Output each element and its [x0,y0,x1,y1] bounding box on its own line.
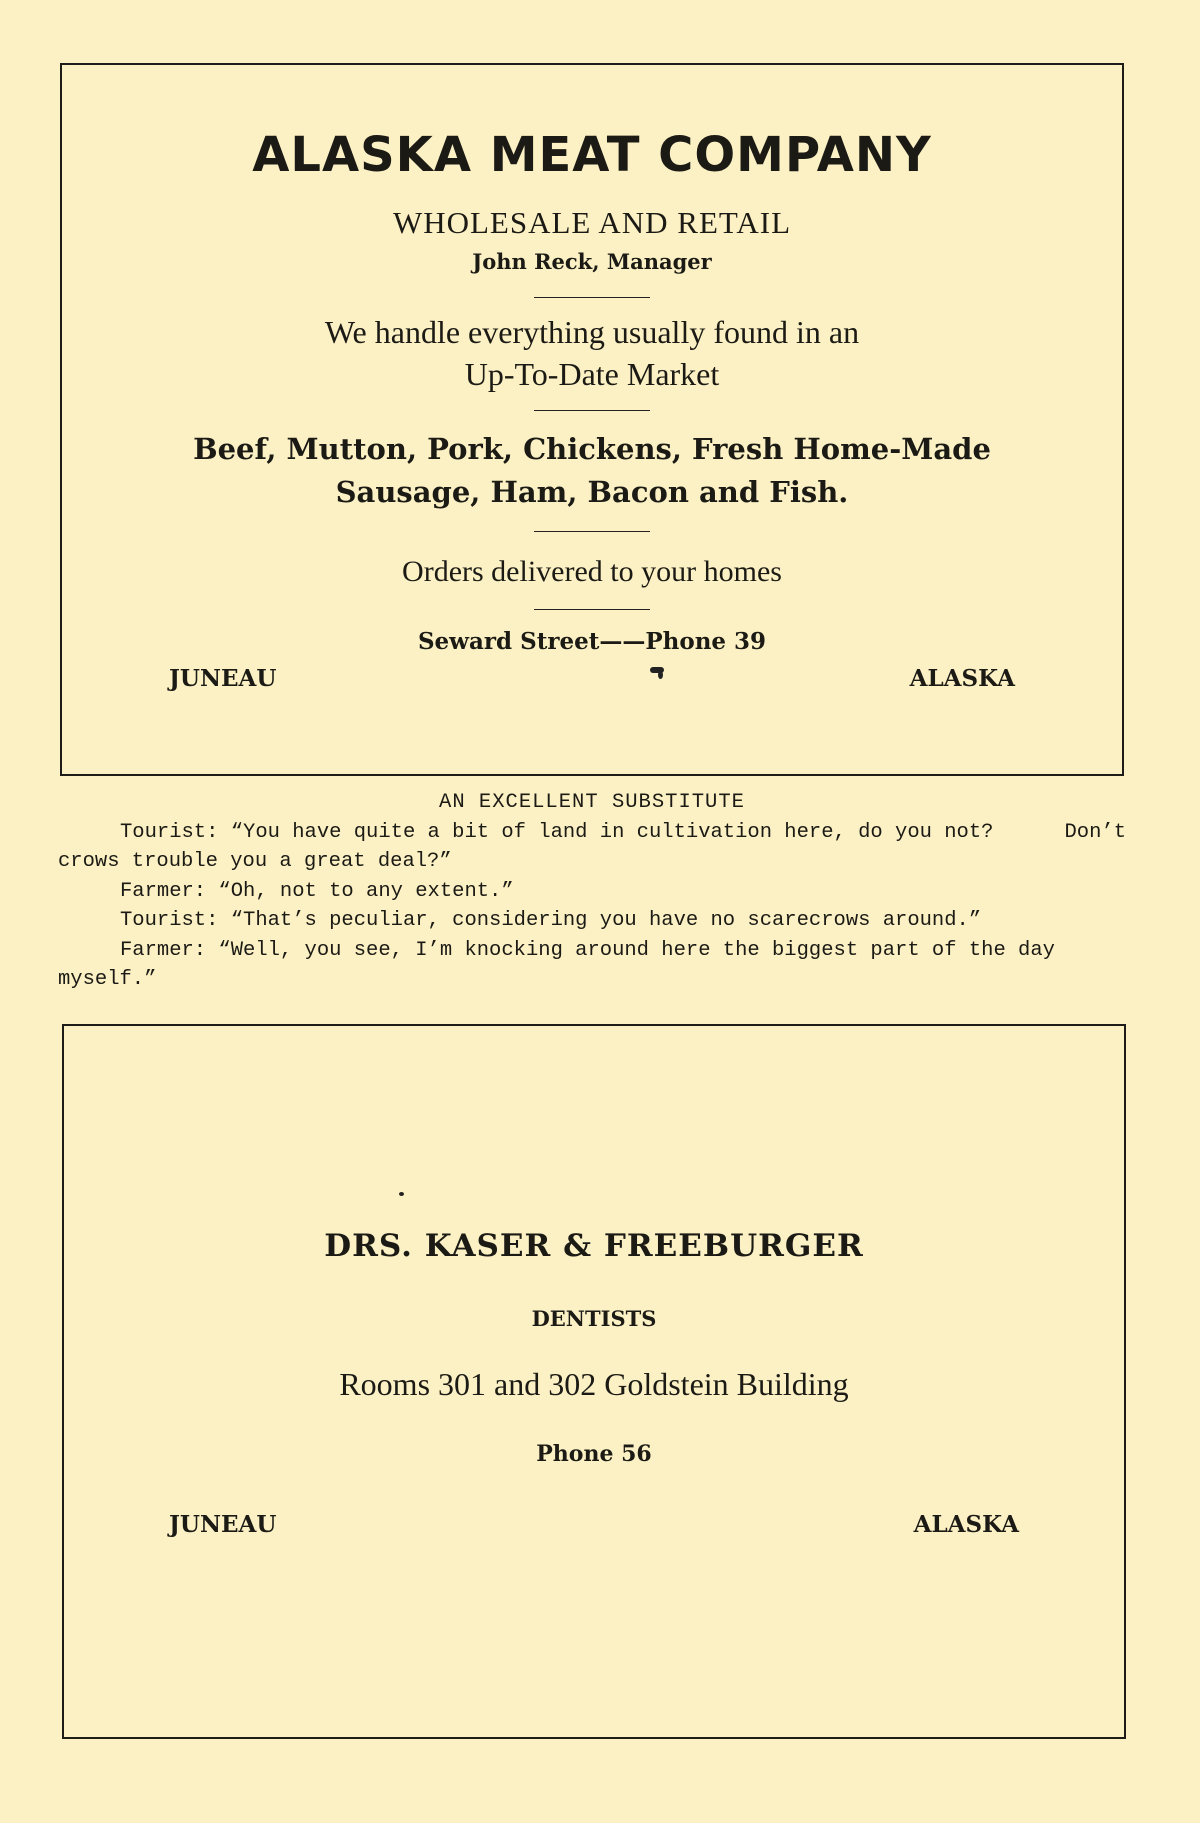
company-subtitle: WHOLESALE AND RETAIL [392,205,792,240]
joke-line-4: Tourist: “That’s peculiar, considering you have no scarecrows around.” [120,909,982,932]
divider-rule [534,297,650,298]
joke-title: AN EXCELLENT SUBSTITUTE [439,791,745,814]
city-label: JUNEAU [169,1511,277,1538]
state-label: ALASKA [913,1511,1019,1538]
joke-line-5: Farmer: “Well, you see, I’m knocking around here the biggest part of the day [120,938,1055,962]
divider-rule [534,531,650,532]
joke-line-2: crows trouble you a great deal?” [58,850,452,873]
joke-line-1 [58,818,1126,848]
joke-line-1-end: Don’t [1064,820,1126,844]
ink-mark [399,1192,404,1196]
joke-line-1-text: Tourist: “You have quite a bit of land in cultivation here, do you not? [120,820,994,844]
handle-line-2: Up-To-Date Market [464,356,720,392]
meat-company-ad [60,63,1124,776]
manager-line: John Reck, Manager [472,249,712,274]
handle-line-1: We handle everything usually found in an [324,314,860,350]
state-label: ALASKA [909,665,1015,692]
divider-rule [534,410,650,411]
dentist-rooms: Rooms 301 and 302 Goldstein Building [339,1366,849,1402]
ink-mark [658,671,663,679]
joke-line-6: myself.” [58,968,157,991]
delivery-line: Orders delivered to your homes [402,555,782,588]
divider-rule [534,609,650,610]
company-name: ALASKA MEAT COMPANY [252,127,932,183]
products-line-2: Sausage, Ham, Bacon and Fish. [335,475,849,509]
city-label: JUNEAU [169,665,277,692]
joke-section [58,788,1126,995]
dentist-profession: DENTISTS [531,1306,657,1331]
dentist-phone: Phone 56 [536,1441,652,1467]
dentist-ad [62,1024,1126,1739]
dentist-name: DRS. KASER & FREEBURGER [324,1228,864,1264]
products-line-1: Beef, Mutton, Pork, Chickens, Fresh Home-Made [193,432,991,466]
address-phone: Seward Street——Phone 39 [417,628,767,655]
joke-line-3: Farmer: “Oh, not to any extent.” [120,879,514,903]
